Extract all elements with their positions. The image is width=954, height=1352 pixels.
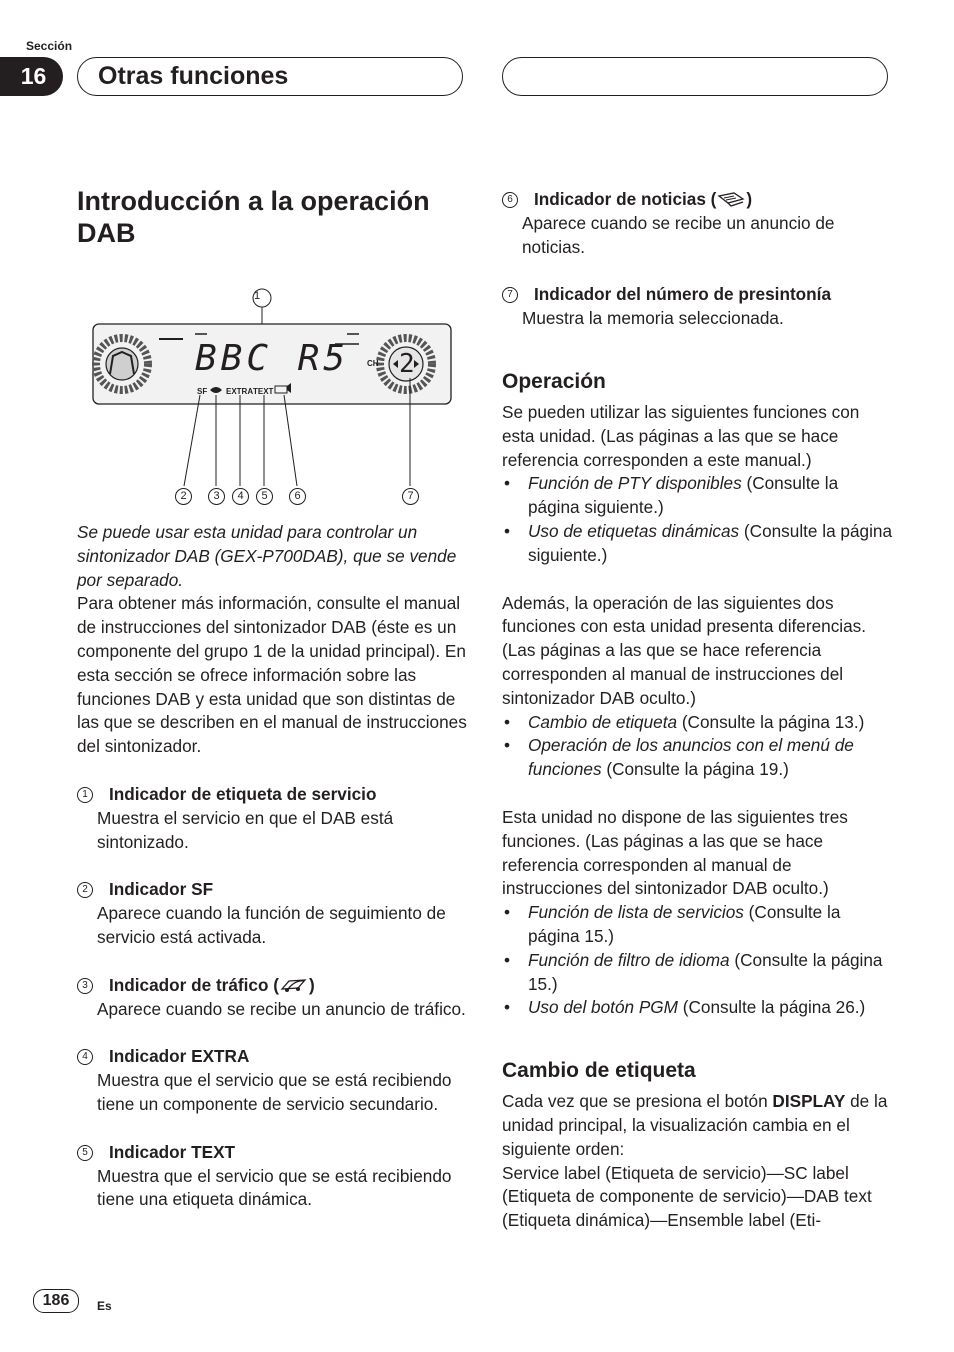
callout-4: 4 (232, 486, 249, 505)
cambio-p1: Cada vez que se presiona el botón DISPLAY de la unidad principal, la visualización cambia en el siguiente orden: (502, 1091, 888, 1159)
intro-body: Para obtener más información, consulte el manual de instrucciones del sintonizador DAB (éste es un componente del grupo 1 de la unidad principal). En esta sección se ofrece información sobre las funciones DAB y esta unidad que son distintas de las que se describen en el manual de instrucciones del sintonizador. (77, 593, 467, 757)
list-item: • Cambio de etiqueta (Consulte la página 13.) (502, 711, 894, 735)
left-column (77, 185, 469, 1212)
operacion-p3: Esta unidad no dispone de las siguientes tres funciones. (Las páginas a las que se hace referencia corresponden al manual de instrucciones del sintonizador DAB oculto.) (502, 806, 848, 899)
item-1: 1 Indicador de etiqueta de servicio Muestra el servicio en que el DAB está sintonizado. (77, 783, 469, 854)
display-preset-number: 2 (399, 349, 415, 379)
callout-6: 6 (289, 486, 306, 505)
chapter-title-box (77, 57, 463, 96)
cambio-heading: Cambio de etiqueta (502, 1059, 696, 1083)
display-sf-label: SF (197, 387, 208, 396)
list-item: • Función de PTY disponibles (Consulte la página siguiente.) (502, 472, 894, 520)
display-service-label: BBC R5 (195, 338, 350, 379)
intro-italic: Se puede usar esta unidad para controlar un sintonizador DAB (GEX-P700DAB), que se vende por separado. (77, 522, 457, 590)
operacion-heading: Operación (502, 369, 606, 393)
traffic-icon (279, 977, 309, 993)
item-3: 3 Indicador de tráfico ( ) Aparece cuando se recibe un anuncio de tráfico. (77, 974, 469, 1022)
right-column (502, 188, 894, 1233)
dab-display-figure (77, 286, 469, 511)
callout-1: 1 (254, 290, 261, 302)
news-icon (716, 191, 746, 207)
display-illustration (77, 286, 469, 511)
list-item: • Función de lista de servicios (Consulte la página 15.) (502, 901, 894, 949)
callout-2: 2 (175, 486, 192, 505)
display-text-label: TEXT (253, 387, 274, 396)
operacion-p1: Se pueden utilizar las siguientes funciones con esta unidad. (Las páginas a las que se hace referencia corresponden a este manual.) (502, 401, 860, 470)
page-heading: Introducción a la operación DAB (77, 186, 430, 248)
item-2: 2 Indicador SF Aparece cuando la función de seguimiento de servicio está activada. (77, 878, 469, 949)
display-extra-label: EXTRA (226, 387, 254, 396)
item-7: 7 Indicador del número de presintonía Muestra la memoria seleccionada. (502, 283, 894, 331)
operacion-list-2 (502, 711, 894, 782)
header-blank-box (502, 57, 888, 96)
operacion-list-1 (502, 472, 894, 567)
page-number: 186 (33, 1289, 79, 1313)
language-code: Es (97, 1299, 112, 1313)
item-5: 5 Indicador TEXT Muestra que el servicio que se está recibiendo tiene una etiqueta dinámica. (77, 1141, 469, 1212)
display-ch-label: CH (367, 359, 379, 368)
item-6: 6 Indicador de noticias ( ) Aparece cuando se recibe un anuncio de noticias. (502, 188, 894, 259)
callout-5: 5 (256, 486, 273, 505)
operacion-p2: Además, la operación de las siguientes dos funciones con esta unidad presenta diferencias. (Las páginas a las que se hace referencia corresponden al manual de instrucciones del sintonizador DAB oculto.) (502, 592, 867, 708)
list-item: • Uso de etiquetas dinámicas (Consulte la página siguiente.) (502, 520, 894, 568)
callout-7: 7 (402, 486, 419, 505)
list-item: • Operación de los anuncios con el menú de funciones (Consulte la página 19.) (502, 734, 894, 782)
operacion-list-3 (502, 901, 894, 1020)
chapter-title: Otras funciones (98, 62, 289, 90)
section-number-badge: 16 (0, 57, 63, 96)
list-item: • Función de filtro de idioma (Consulte la página 15.) (502, 949, 894, 997)
section-label: Sección (26, 39, 73, 53)
item-4: 4 Indicador EXTRA Muestra que el servicio que se está recibiendo tiene un componente de servicio secundario. (77, 1045, 469, 1116)
callout-3: 3 (208, 486, 225, 505)
list-item: • Uso del botón PGM (Consulte la página 26.) (502, 996, 894, 1020)
cambio-p2: Service label (Etiqueta de servicio)—SC label (Etiqueta de componente de servicio)—DAB text (Etiqueta dinámica)—Ensemble label (Eti- (502, 1162, 872, 1231)
